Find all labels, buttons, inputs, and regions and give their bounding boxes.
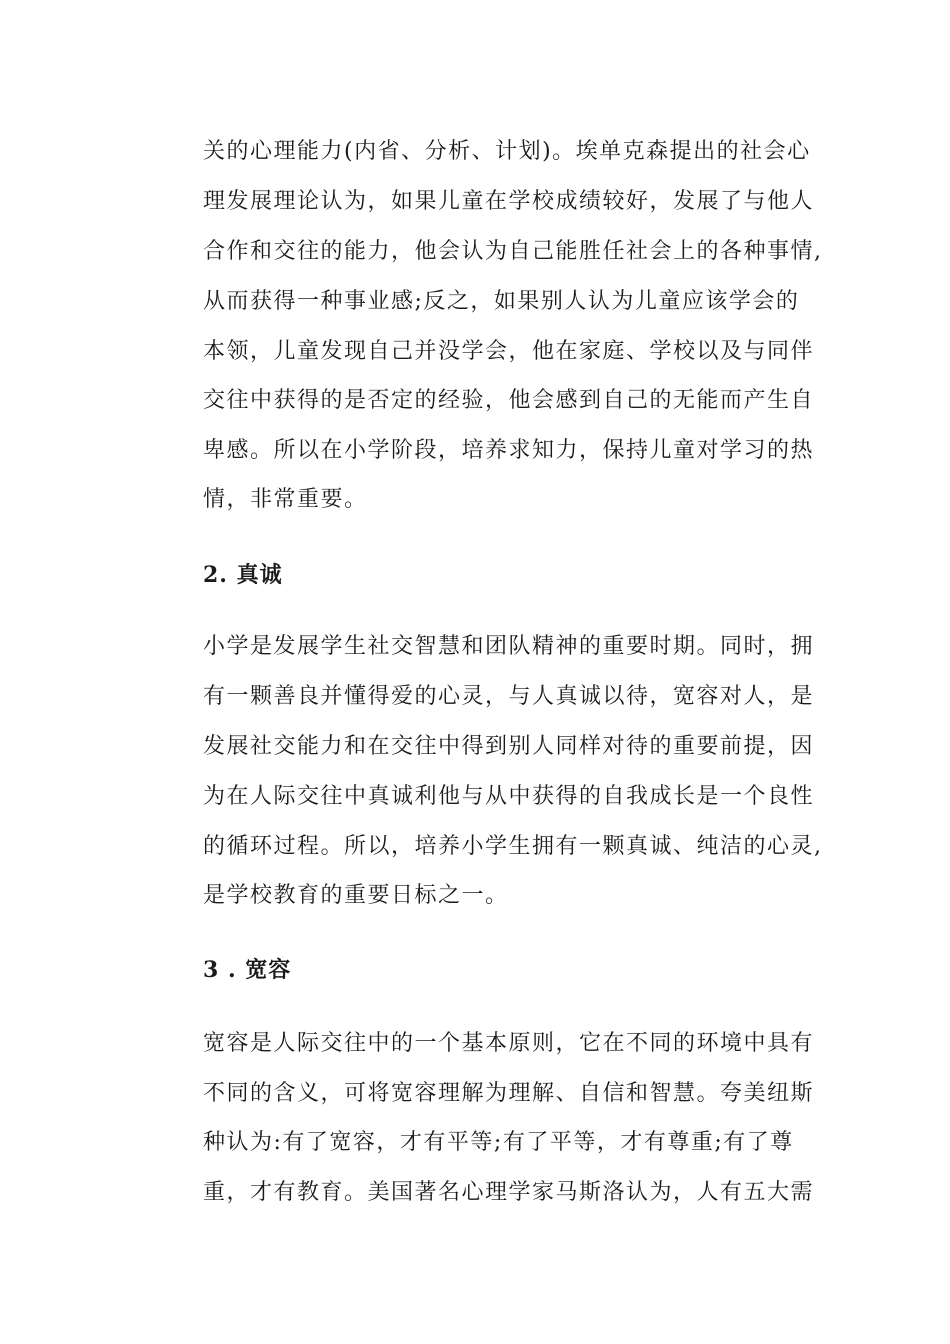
paragraph-1-line-7: 卑感。所以在小学阶段，培养求知力，保持儿童对学习的热 [203,438,815,463]
section-2-line-2: 有一颗善良并懂得爱的心灵，与人真诚以待，宽容对人，是 [203,684,815,709]
paragraph-1-line-8: 情，非常重要。 [203,487,368,512]
section-3-heading: 3 . 宽容 [203,957,292,983]
paragraph-1-line-5: 本领，儿童发现自己并没学会，他在家庭、学校以及与同伴 [203,339,815,364]
section-2-line-5: 的循环过程。所以，培养小学生拥有一颗真诚、纯洁的心灵, [203,834,823,859]
paragraph-1-line-3: 合作和交往的能力，他会认为自己能胜任社会上的各种事情, [203,239,823,264]
paragraph-1-line-4: 从而获得一种事业感;反之，如果别人认为儿童应该学会的 [203,289,800,314]
section-3-line-2: 不同的含义，可将宽容理解为理解、自信和智慧。夸美纽斯 [203,1081,815,1106]
paragraph-1-line-6: 交往中获得的是否定的经验，他会感到自己的无能而产生自 [203,388,815,413]
section-2-heading: 2. 真诚 [203,562,283,588]
section-2-line-6: 是学校教育的重要日标之一。 [203,883,509,908]
section-3-line-3: 种认为:有了宽容，才有平等;有了平等，才有尊重;有了尊 [203,1130,794,1155]
section-3-line-4: 重，才有教育。美国著名心理学家马斯洛认为，人有五大需 [203,1180,815,1205]
section-2-line-1: 小学是发展学生社交智慧和团队精神的重要时期。同时，拥 [203,634,815,659]
paragraph-1-line-1: 关的心理能力(内省、分析、计划)。埃单克森提出的社会心 [203,139,811,164]
section-3-line-1: 宽容是人际交往中的一个基本原则，它在不同的环境中具有 [203,1031,815,1056]
section-2-line-3: 发展社交能力和在交往中得到别人同样对待的重要前提，因 [203,734,815,759]
section-2-line-4: 为在人际交往中真诚利他与从中获得的自我成长是一个良性 [203,784,815,809]
paragraph-1-line-2: 理发展理论认为，如果儿童在学校成绩较好，发展了与他人 [203,189,815,214]
